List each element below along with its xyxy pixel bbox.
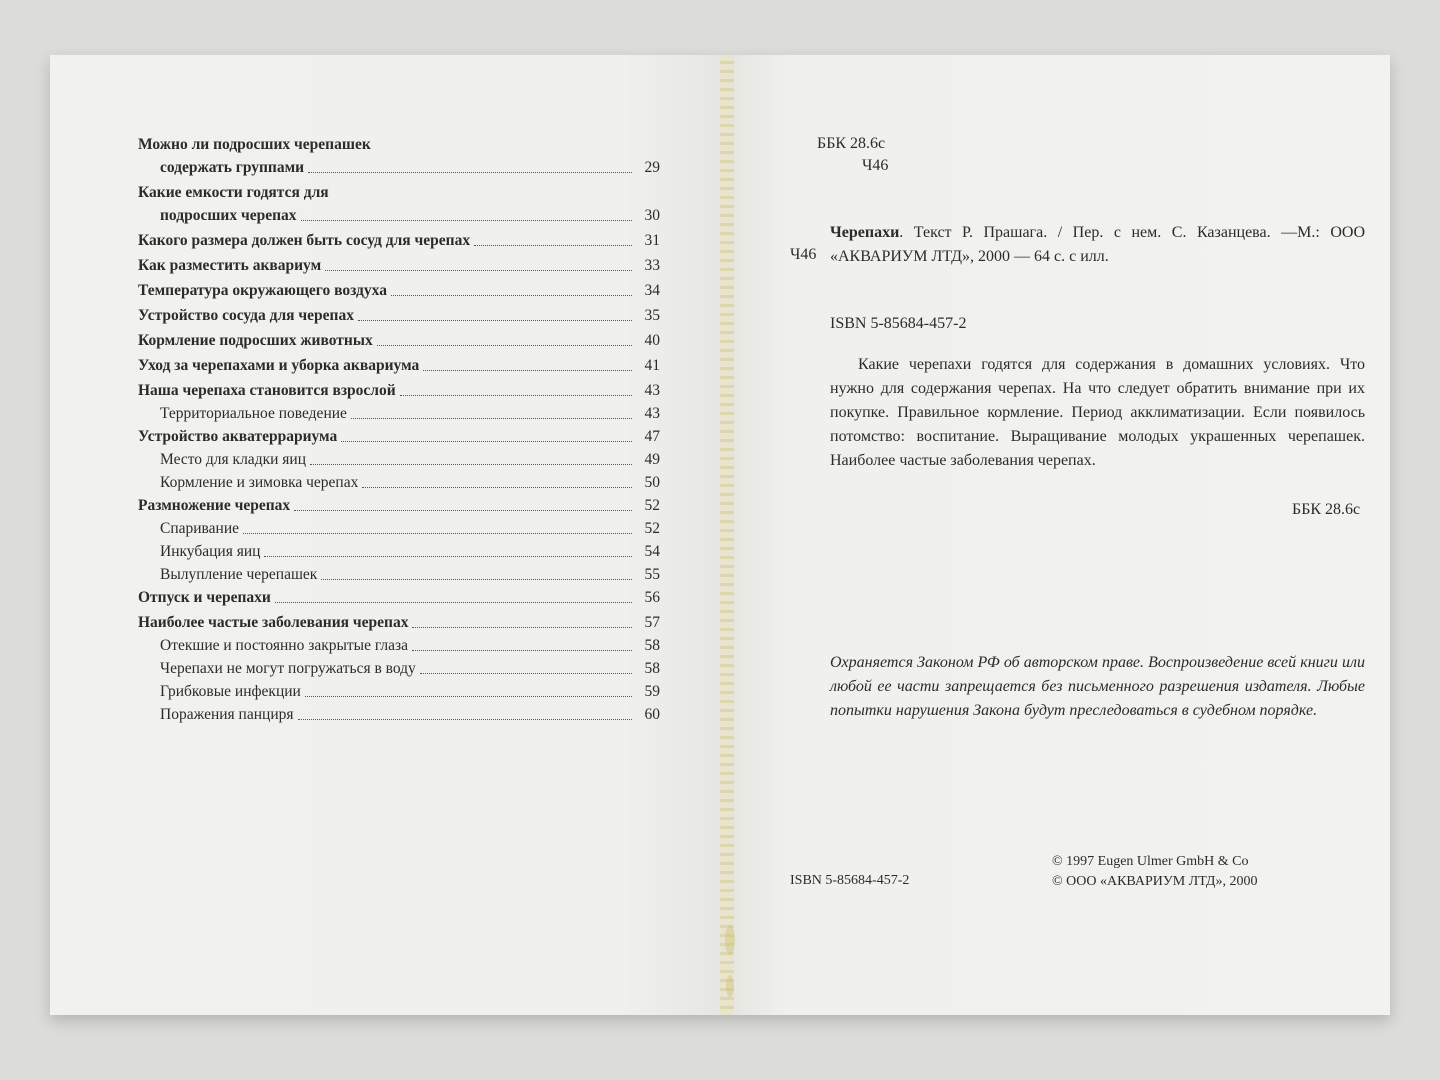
leader-dots bbox=[301, 220, 632, 221]
toc-page-number: 29 bbox=[644, 159, 660, 176]
bbk-classification-right: ББК 28.6с bbox=[1292, 501, 1361, 518]
table-of-contents bbox=[138, 133, 660, 726]
toc-entry-title: Место для кладки яиц bbox=[160, 451, 306, 468]
left-page bbox=[50, 55, 722, 1015]
leader-dots bbox=[298, 719, 633, 720]
toc-page-number: 55 bbox=[644, 566, 660, 583]
toc-page-number: 33 bbox=[644, 257, 660, 274]
book-title: Черепахи bbox=[830, 224, 900, 241]
leader-dots bbox=[377, 345, 632, 346]
bbk-classification: ББК 28.6с bbox=[817, 135, 886, 152]
toc-page-number: 40 bbox=[644, 332, 660, 349]
toc-page-number: 35 bbox=[644, 307, 660, 324]
right-page bbox=[722, 55, 1390, 1015]
copyright-notice: Охраняется Законом РФ об авторском праве. Воспроизведение всей книги или любой ее части запрещается без письменного разрешения издателя. Любые попытки нарушения Закона будут преследоваться в судебном порядке. bbox=[830, 654, 1365, 719]
toc-entry-title: Устройство сосуда для черепах bbox=[138, 307, 354, 324]
toc-page-number: 31 bbox=[644, 232, 660, 249]
toc-page-number: 52 bbox=[644, 520, 660, 537]
toc-page-number: 41 bbox=[644, 357, 660, 374]
toc-page-number: 60 bbox=[644, 706, 660, 723]
leader-dots bbox=[308, 172, 632, 173]
spine-stain bbox=[725, 925, 735, 955]
toc-entry-title: Грибковые инфекции bbox=[160, 683, 301, 700]
toc-entry bbox=[138, 471, 660, 494]
toc-entry-title: Наиболее частые заболевания черепах bbox=[138, 614, 409, 631]
biblio-details: . Текст Р. Прашага. / Пер. с нем. С. Казанцева. —М.: ООО «АКВАРИУМ ЛТД», 2000 — 64 с. с илл. bbox=[830, 224, 1365, 265]
toc-entry bbox=[138, 517, 660, 540]
toc-entry bbox=[138, 680, 660, 703]
leader-dots bbox=[358, 320, 632, 321]
toc-page-number: 47 bbox=[644, 428, 660, 445]
toc-entry bbox=[138, 379, 660, 402]
toc-entry bbox=[138, 448, 660, 471]
leader-dots bbox=[325, 270, 632, 271]
toc-entry-title: Как разместить аквариум bbox=[138, 257, 322, 274]
leader-dots bbox=[321, 579, 632, 580]
leader-dots bbox=[412, 627, 632, 628]
toc-entry-title: Устройство акватеррариума bbox=[138, 428, 338, 445]
toc-entry bbox=[138, 563, 660, 586]
toc-entry bbox=[138, 540, 660, 563]
toc-entry-title: Кормление подросших животных bbox=[138, 332, 373, 349]
toc-entry bbox=[138, 425, 660, 448]
toc-page-number: 58 bbox=[644, 660, 660, 677]
leader-dots bbox=[275, 602, 632, 603]
spine-stain bbox=[726, 975, 734, 997]
isbn-bottom: ISBN 5-85684-457-2 bbox=[790, 873, 910, 888]
toc-entry-title: Температура окружающего воздуха bbox=[138, 282, 387, 299]
toc-entry bbox=[138, 586, 660, 609]
toc-page-number: 50 bbox=[644, 474, 660, 491]
toc-page-number: 54 bbox=[644, 543, 660, 560]
toc-entry bbox=[138, 402, 660, 425]
toc-entry-title: Черепахи не могут погружаться в воду bbox=[160, 660, 416, 677]
toc-entry-title: Территориальное поведение bbox=[160, 405, 347, 422]
toc-entry-title: Размножение черепах bbox=[138, 497, 291, 514]
toc-entry bbox=[138, 304, 660, 327]
toc-page-number: 43 bbox=[644, 405, 660, 422]
toc-entry bbox=[138, 611, 660, 634]
leader-dots bbox=[310, 464, 632, 465]
bbk-author-code: Ч46 bbox=[862, 157, 889, 174]
toc-entry bbox=[138, 204, 660, 227]
toc-entry-title: Вылупление черепашек bbox=[160, 566, 318, 583]
annotation: Какие черепахи годятся для содержания в домашних условиях. Что нужно для содержания черепах. На что следует обратить внимание при их покупке. Правильное кормление. Период акклиматизации. Если появилось потомство: воспитание. Выращивание молодых украшенных черепашек. Наиболее частые заболевания черепах. bbox=[830, 356, 1365, 469]
copyright-ulmer: © 1997 Eugen Ulmer GmbH & Co bbox=[1052, 854, 1249, 869]
copyright-akvarium: © ООО «АКВАРИУМ ЛТД», 2000 bbox=[1052, 874, 1258, 889]
toc-entry-title: Отпуск и черепахи bbox=[138, 589, 271, 606]
leader-dots bbox=[351, 418, 632, 419]
toc-entry bbox=[138, 354, 660, 377]
toc-entry-title: Поражения панциря bbox=[160, 706, 294, 723]
toc-entry bbox=[138, 657, 660, 680]
toc-page-number: 59 bbox=[644, 683, 660, 700]
copyright-lines bbox=[1052, 852, 1257, 892]
isbn: ISBN 5-85684-457-2 bbox=[830, 315, 967, 332]
toc-page-number: 34 bbox=[644, 282, 660, 299]
toc-entry-line: Можно ли подросших черепашек bbox=[138, 136, 371, 153]
leader-dots bbox=[400, 395, 632, 396]
toc-entry-line: Какие емкости годятся для bbox=[138, 184, 329, 201]
toc-entry-title: Какого размера должен быть сосуд для черепах bbox=[138, 232, 471, 249]
toc-entry-title: Кормление и зимовка черепах bbox=[160, 474, 359, 491]
toc-entry-title: содержать группами bbox=[160, 159, 305, 176]
leader-dots bbox=[474, 245, 632, 246]
toc-entry bbox=[138, 329, 660, 352]
toc-entry bbox=[138, 229, 660, 252]
toc-page-number: 58 bbox=[644, 637, 660, 654]
toc-page-number: 56 bbox=[644, 589, 660, 606]
toc-entry bbox=[138, 703, 660, 726]
leader-dots bbox=[243, 533, 632, 534]
toc-entry bbox=[138, 254, 660, 277]
toc-entry-title: Инкубация яиц bbox=[160, 543, 261, 560]
leader-dots bbox=[420, 673, 632, 674]
leader-dots bbox=[305, 696, 632, 697]
toc-entry bbox=[138, 279, 660, 302]
toc-entry-title: Отекшие и постоянно закрытые глаза bbox=[160, 637, 409, 654]
book-spread bbox=[50, 55, 1390, 1015]
leader-dots bbox=[362, 487, 632, 488]
leader-dots bbox=[294, 510, 632, 511]
toc-entry bbox=[138, 494, 660, 517]
toc-entry-title: Спаривание bbox=[160, 520, 240, 537]
toc-entry bbox=[138, 156, 660, 179]
toc-entry-title: Наша черепаха становится взрослой bbox=[138, 382, 396, 399]
leader-dots bbox=[264, 556, 632, 557]
toc-entry-title: подросших черепах bbox=[160, 207, 297, 224]
toc-page-number: 52 bbox=[644, 497, 660, 514]
leader-dots bbox=[412, 650, 632, 651]
toc-page-number: 30 bbox=[644, 207, 660, 224]
toc-entry-title: Уход за черепахами и уборка аквариума bbox=[138, 357, 420, 374]
author-mark: Ч46 bbox=[790, 246, 817, 263]
leader-dots bbox=[423, 370, 632, 371]
toc-entry bbox=[138, 634, 660, 657]
bibliographic-record bbox=[830, 221, 1365, 269]
toc-page-number: 57 bbox=[644, 614, 660, 631]
book-spine-binding bbox=[720, 55, 734, 1015]
leader-dots bbox=[341, 441, 632, 442]
toc-page-number: 43 bbox=[644, 382, 660, 399]
toc-page-number: 49 bbox=[644, 451, 660, 468]
leader-dots bbox=[391, 295, 632, 296]
